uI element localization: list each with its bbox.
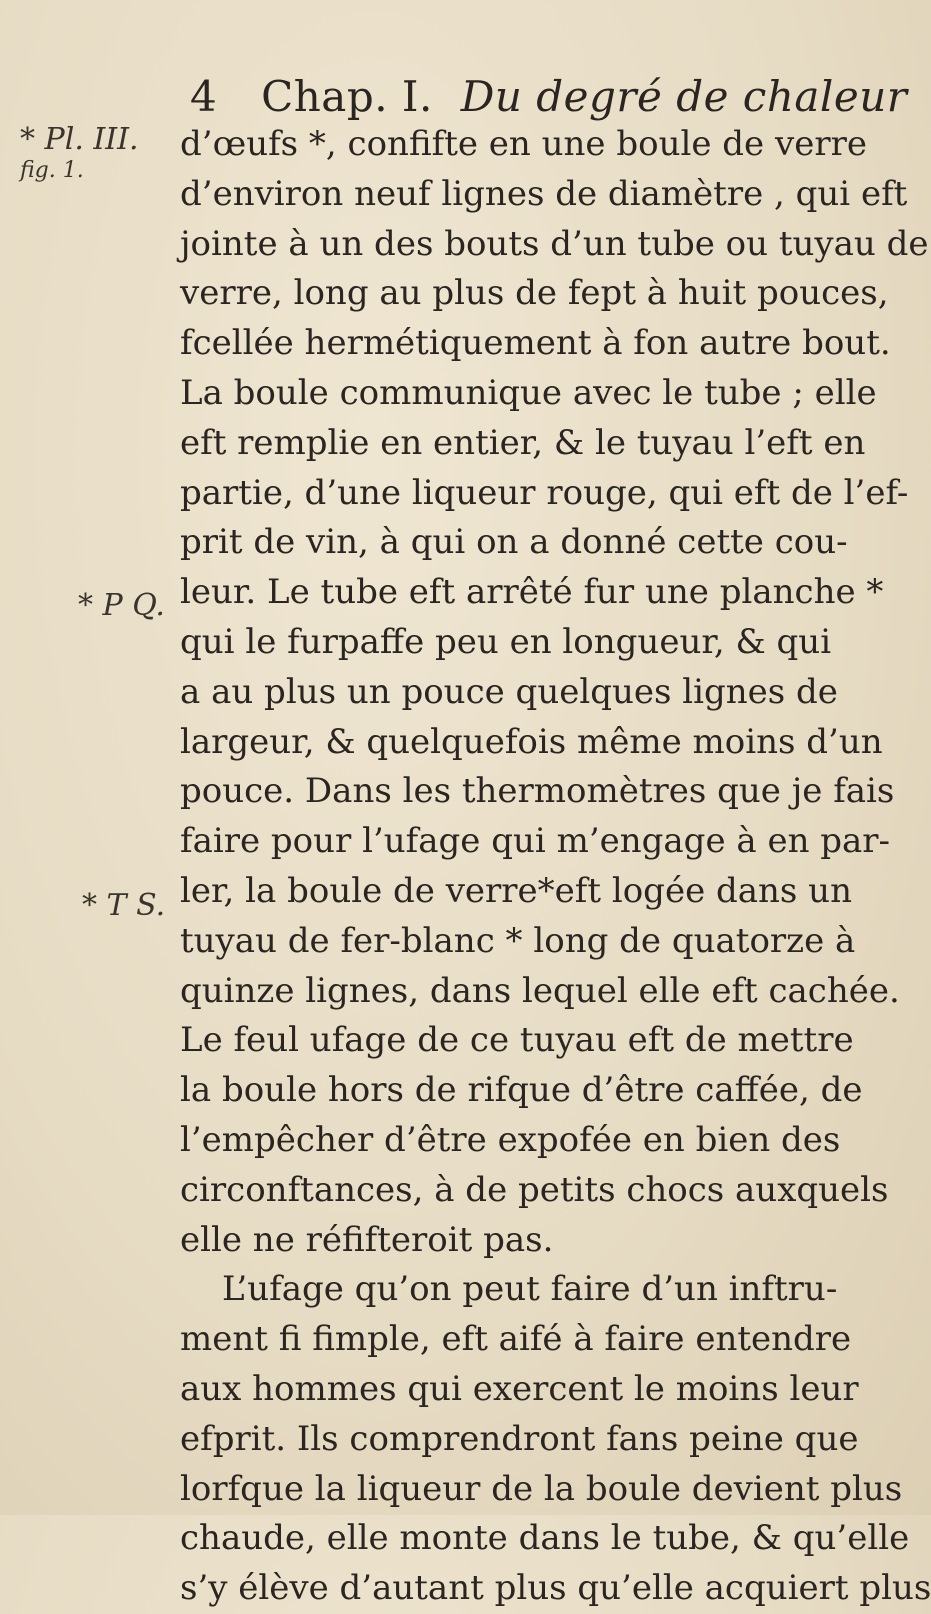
- text-line: eft remplie en entier, & le tuyau l’eft en: [180, 422, 866, 463]
- text-line: fcellée hermétiquement à fon autre bout.: [180, 323, 891, 364]
- text-line: qui le furpaffe peu en longueur, & qui: [180, 621, 832, 662]
- text-line: L’ufage qu’on peut faire d’un inftru-: [222, 1269, 838, 1310]
- text-line: elle ne réfifteroit pas.: [180, 1219, 554, 1260]
- text-line: ment fi fimple, eft aifé à faire entendre: [180, 1319, 852, 1360]
- text-line: d’environ neuf lignes de diamètre , qui eft: [180, 173, 908, 214]
- margin-note-pq: * P Q.: [78, 588, 165, 623]
- text-line: s’y élève d’autant plus qu’elle acquiert plus: [180, 1568, 931, 1609]
- text-line: chaude, elle monte dans le tube, & qu’elle: [180, 1518, 910, 1559]
- text-line: leur. Le tube eft arrêté fur une planche *: [180, 572, 884, 613]
- text-line: circonftances, à de petits chocs auxquels: [180, 1169, 889, 1210]
- text-line: faire pour l’ufage qui m’engage à en par-: [180, 821, 891, 862]
- text-line: prit de vin, à qui on a donné cette cou-: [180, 522, 848, 563]
- text-line: a au plus un pouce quelques lignes de: [180, 671, 838, 712]
- text-line: quinze lignes, dans lequel elle eft cachée.: [180, 970, 900, 1011]
- text-line: tuyau de fer-blanc * long de quatorze à: [180, 920, 856, 961]
- text-line: efprit. Ils comprendront fans peine que: [180, 1418, 859, 1459]
- body-text: [180, 120, 931, 1614]
- text-line: d’œufs *, confifte en une boule de verre: [180, 124, 867, 164]
- page-number: 4: [190, 72, 218, 121]
- text-line: La boule communique avec le tube ; elle: [180, 372, 877, 413]
- text-line: aux hommes qui exercent le moins leur: [180, 1368, 859, 1409]
- text-line: partie, d’une liqueur rouge, qui eft de l’ef-: [180, 472, 909, 513]
- running-header: [190, 72, 907, 121]
- header-title: Du degré de chaleur: [460, 72, 908, 121]
- text-line: ler, la boule de verre*eft logée dans un: [180, 870, 852, 911]
- margin-note-ts: * T S.: [82, 888, 166, 923]
- chapter-label: Chap. I.: [261, 72, 433, 121]
- text-line: l’empêcher d’être expofée en bien des: [180, 1119, 841, 1160]
- text-line: largeur, & quelquefois même moins d’un: [180, 721, 883, 762]
- text-line: lorfque la liqueur de la boule devient plus: [180, 1468, 903, 1509]
- text-line: pouce. Dans les thermomètres que je fais: [180, 771, 895, 812]
- text-line: la boule hors de rifque d’être caffée, de: [180, 1070, 863, 1111]
- text-line: verre, long au plus de fept à huit pouces,: [180, 273, 889, 314]
- text-line: Le feul ufage de ce tuyau eft de mettre: [180, 1020, 854, 1061]
- text-line: jointe à un des bouts d’un tube ou tuyau de: [180, 223, 929, 264]
- margin-note-figure: fig. 1.: [20, 158, 84, 183]
- margin-note-plate: * Pl. III.: [20, 122, 139, 157]
